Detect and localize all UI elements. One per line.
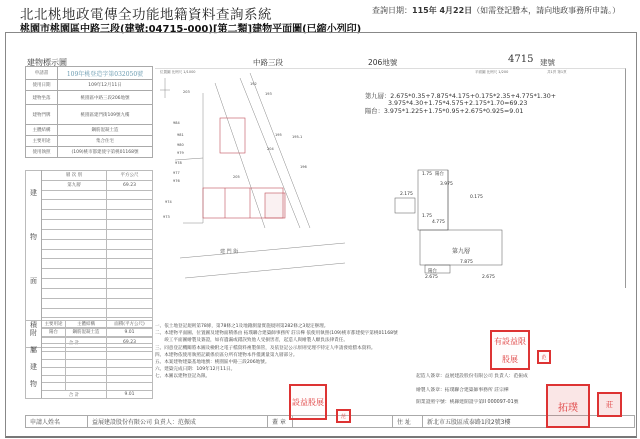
svg-text:2.675: 2.675 bbox=[482, 275, 495, 280]
annex-side-label: 附 屬 建 物 bbox=[26, 321, 42, 399]
svg-text:2.175: 2.175 bbox=[400, 192, 413, 197]
person-seal-2: 范 bbox=[537, 350, 551, 364]
signature-license: 開業證照字號：桃縣建開證字第II 000097-01號 bbox=[416, 400, 519, 405]
svg-text:203: 203 bbox=[183, 90, 190, 94]
document-title: 桃園市桃園區中路三段(建號:04715-000)[第二類]建物平面圖(已縮小列印) bbox=[20, 24, 362, 35]
svg-text:204: 204 bbox=[267, 147, 274, 151]
svg-text:973: 973 bbox=[163, 215, 170, 219]
svg-text:195-1: 195-1 bbox=[292, 135, 303, 139]
site-plan bbox=[155, 68, 355, 268]
svg-text:陽台: 陽台 bbox=[435, 172, 444, 177]
building-number: 4715 bbox=[508, 54, 534, 65]
company-seal: 設 益 股 展 bbox=[289, 384, 327, 420]
svg-text:195: 195 bbox=[275, 133, 282, 137]
svg-text:980: 980 bbox=[177, 143, 184, 147]
area-calculation: 第九層：2.675*0.35+7.875*4.175+0.175*2.35+4.775*1.30+ 3.975*4.30+1.75*4.575+2.175*1.70=69.23 陽台：3.975*1.225+1.75*0.95+2.675*0.925=9.01 bbox=[365, 93, 557, 115]
svg-text:981: 981 bbox=[177, 133, 184, 137]
svg-text:第九層: 第九層 bbox=[452, 248, 471, 255]
svg-text:陽台: 陽台 bbox=[428, 269, 437, 274]
svg-text:2.675: 2.675 bbox=[425, 275, 438, 280]
svg-text:984: 984 bbox=[173, 121, 180, 125]
applicant-row: 申請人姓名 益展建設股份有限公司 負責人：范振成 蓋 章 住 址 新北市五股區成泰路1段2號3樓 bbox=[25, 415, 635, 428]
svg-text:196: 196 bbox=[300, 165, 307, 169]
site-scale: 位置圖 比例尺 1/1000 bbox=[160, 70, 196, 74]
notes: 一、依土地登記規則第78條，第78條之1及地籍測量實施規則第282條之3規定辦理。 二、本建物平面圖、位置圖及建物面積係由 拓璞聯合建築師事務所 莊宗樺 依使用執照(109)桃市都建使字第桃01168號 竣工平面圖繪製及簽證，如有遺漏或錯誤致他人受損害者，起造人與繪製人願負法律責任。 三、同意登記機關將本圖及檢附之電子檔資料複製保管，及依登記公示原則受理不特定人申請發給謄本資料。 四、本建物依使用執照記載係於區分所有建物本件僅測量第九層部分。 五、本案建物建築基地地號：桃園區中路三段206地號。 六、建築完成日期：109年12月11日。 七、本圖以建物登記為限。 bbox=[155, 324, 398, 380]
building-label: 建物標示圖 bbox=[27, 58, 67, 67]
floor-scale: 平面圖 比例尺 1/200 bbox=[475, 70, 509, 74]
annex-table: 附 屬 建 物 主要用途 主體結構 面積(平方公尺) 陽台 鋼筋混凝土造 9.01 合 計 9.01 bbox=[25, 320, 153, 399]
svg-text:1.75: 1.75 bbox=[422, 214, 433, 219]
svg-text:978: 978 bbox=[175, 161, 182, 165]
section-name: 中路三段 bbox=[253, 58, 283, 67]
svg-text:979: 979 bbox=[177, 151, 184, 155]
svg-text:192: 192 bbox=[250, 82, 257, 86]
svg-text:4.775: 4.775 bbox=[432, 220, 445, 225]
svg-text:3.975: 3.975 bbox=[440, 182, 453, 187]
signature-drafter: 繪製人簽章：拓璞聯合建築師事務所 莊宗樺 bbox=[416, 388, 509, 393]
page-count: 共1頁 第1頁 bbox=[547, 70, 567, 74]
area-side-label: 建 物 面 積 bbox=[26, 171, 42, 348]
svg-text:1.75: 1.75 bbox=[422, 172, 433, 177]
svg-text:977: 977 bbox=[173, 171, 180, 175]
svg-text:建 門 街: 建 門 街 bbox=[220, 249, 239, 255]
signature-builder: 起造人簽章：益展建設股份有限公司 負責人：范振成 bbox=[416, 374, 528, 379]
svg-text:7.875: 7.875 bbox=[460, 260, 473, 265]
svg-text:0.175: 0.175 bbox=[470, 195, 483, 200]
architect-person-seal: 莊 bbox=[597, 392, 622, 417]
company-seal-2: 有 設 益 限 股 展 bbox=[490, 330, 530, 370]
building-meta-table: 申請書 109年桃登造字第032050號 使用日期 109年12月11日 建物坐落 桃園區中路三段206地號 建物門牌 桃園區建門街109號九樓 主體結構 鋼筋混凝土造 主要用途 集合住宅 使用執照 (109)桃市都建使字第桃01168號 bbox=[25, 66, 153, 158]
svg-text:974: 974 bbox=[165, 200, 172, 204]
floor-plan bbox=[390, 165, 510, 280]
architect-seal: 拓 璞 bbox=[546, 384, 590, 428]
query-date: 查詢日期：115年 4月22日（如需登記謄本，請向地政事務所申請。） bbox=[372, 6, 621, 15]
svg-text:976: 976 bbox=[173, 179, 180, 183]
person-seal: 范 bbox=[336, 409, 351, 423]
land-number: 206地號 bbox=[368, 58, 398, 67]
svg-text:193: 193 bbox=[265, 92, 272, 96]
building-number-suffix: 建號 bbox=[540, 58, 555, 67]
app-title: 北北桃地政電傳全功能地籍資料查詢系統 bbox=[20, 7, 272, 23]
svg-text:205: 205 bbox=[233, 175, 240, 179]
area-table: 建 物 面 積 層 次 別 平方公尺 第九層 69.23 合 計 69.23 bbox=[25, 170, 153, 348]
